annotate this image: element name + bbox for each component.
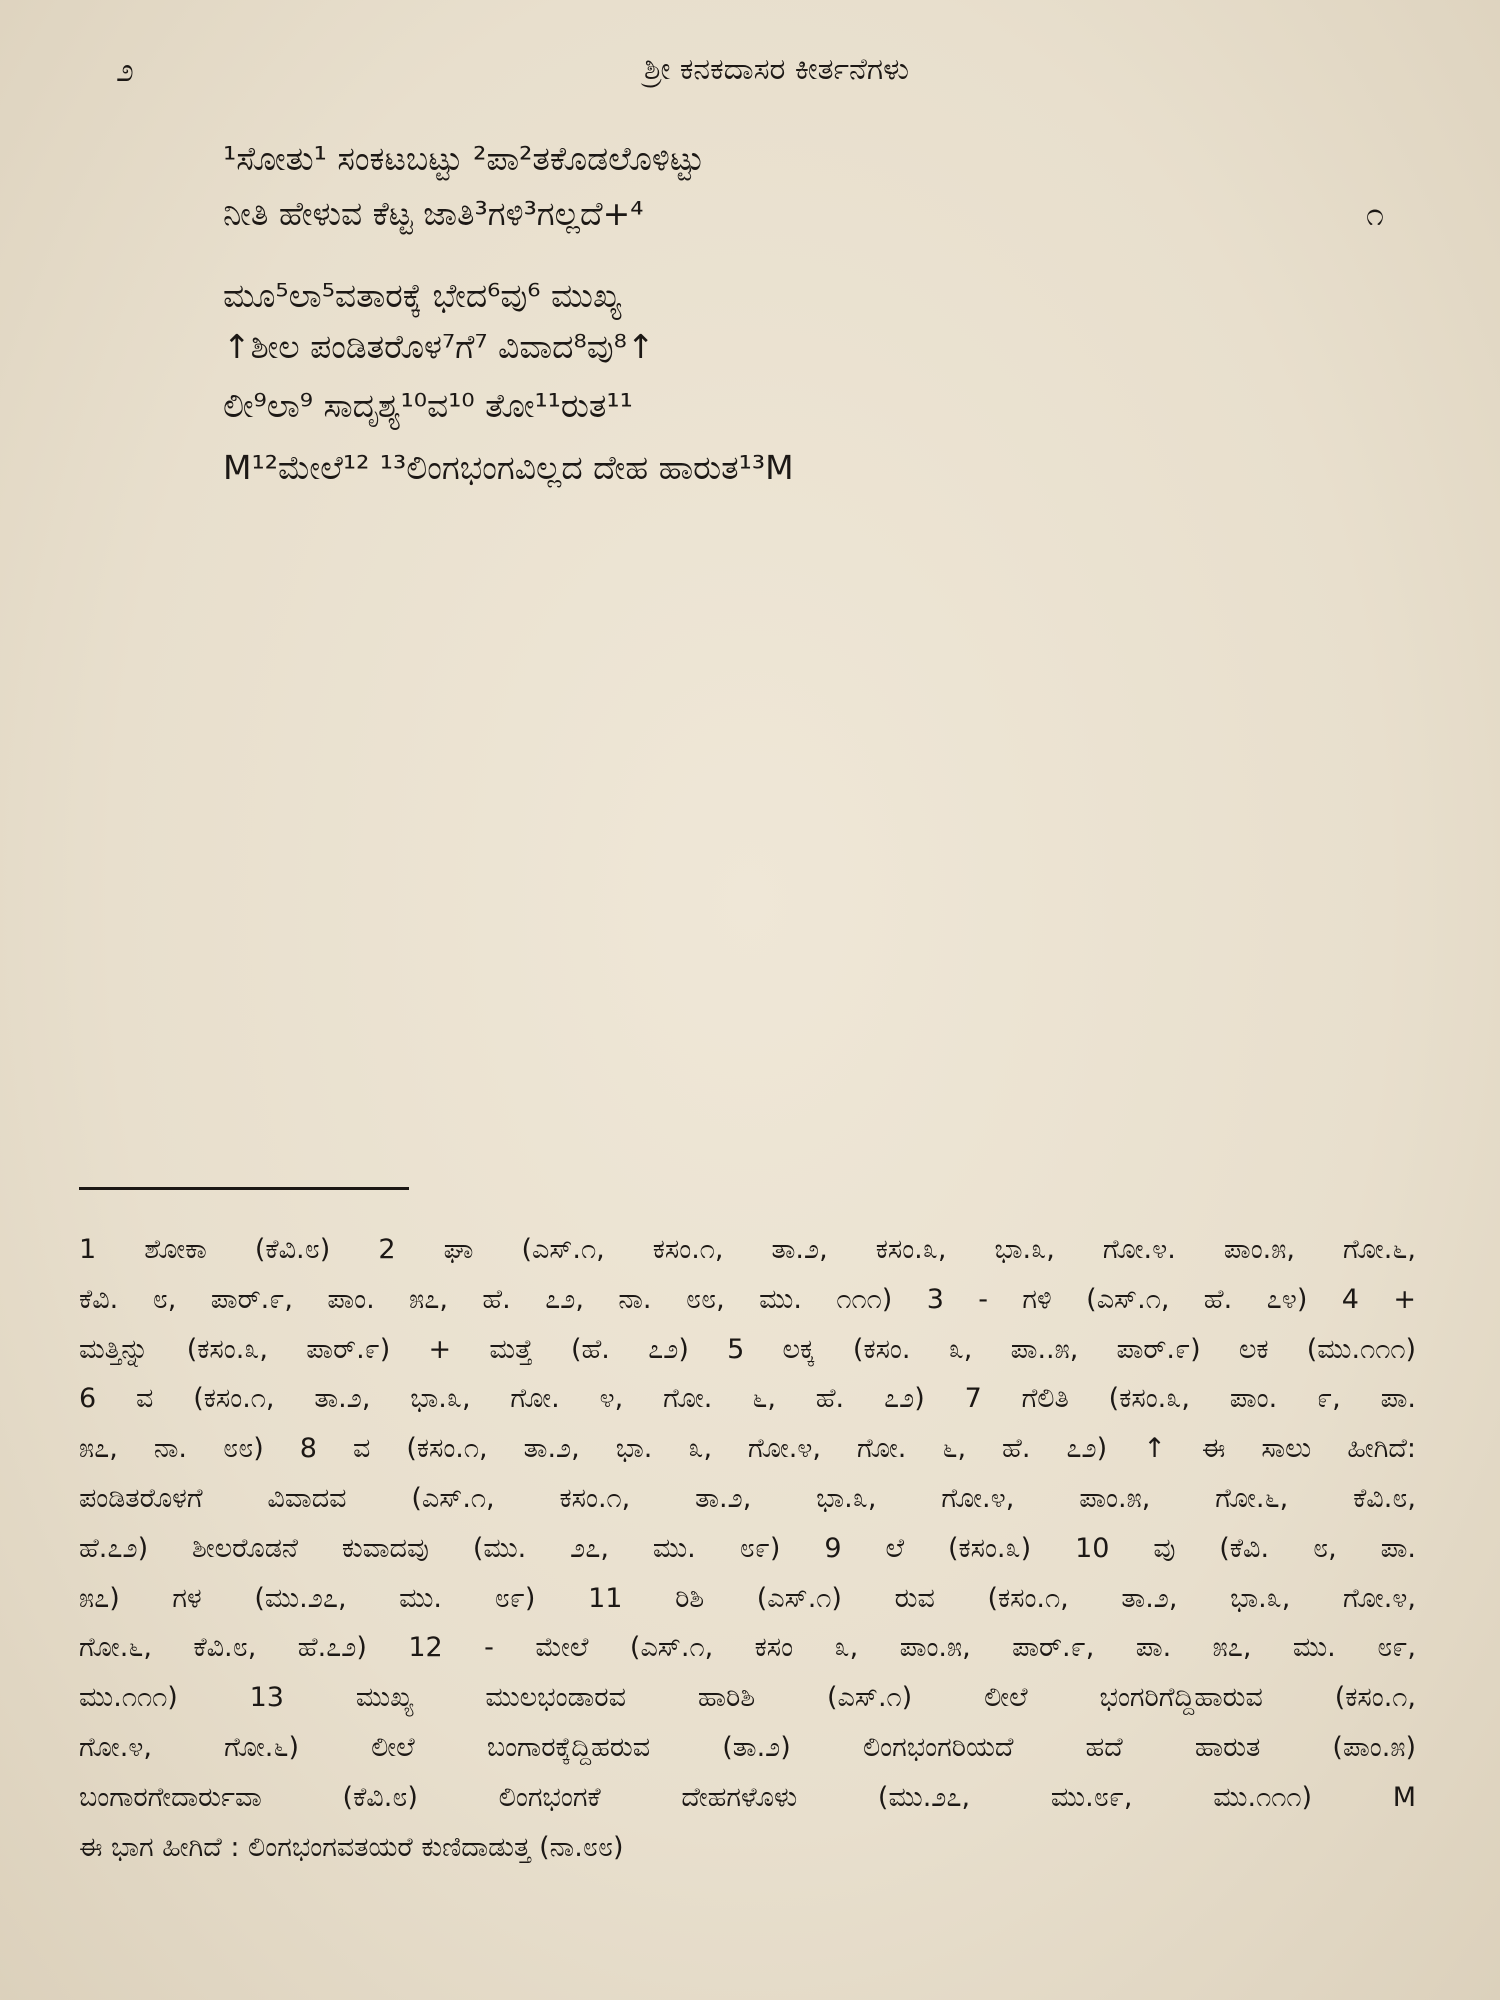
footnote-line: ಪಂಡಿತರೊಳಗೆ ವಿವಾದವ (ಎಸ್.೧, ಕಸಂ.೧, ತಾ.೨, ಭಾ.೩, ಗೋ.೪, ಪಾಂ.೫, ಗೋ.೬, ಕೆವಿ.೮,	[79, 1482, 1416, 1514]
stanza-line: ಲೀ⁹ಲಾ⁹ ಸಾದೃಶ್ಯ¹⁰ವ¹⁰ ತೋ¹¹ರುತ¹¹	[223, 386, 633, 425]
footnote-line: ಗೋ.೬, ಕೆವಿ.೮, ಹೆ.೭೨) 12 - ಮೇಲೆ (ಎಸ್.೧, ಕಸಂ ೩, ಪಾಂ.೫, ಪಾರ್.೯, ಪಾ. ೫೭, ಮು. ೮೯,	[79, 1632, 1416, 1664]
footnote-rule	[79, 1187, 409, 1190]
footnote-line: 6 ವ (ಕಸಂ.೧, ತಾ.೨, ಭಾ.೩, ಗೋ. ೪, ಗೋ. ೬, ಹೆ. ೭೨) 7 ಗೆಲಿತಿ (ಕಸಂ.೩, ಪಾಂ. ೯, ಪಾ.	[79, 1383, 1416, 1415]
footnote-line: ೫೭) ಗಳ (ಮು.೨೭, ಮು. ೮೯) 11 ರಿಶಿ (ಎಸ್.೧) ರುವ (ಕಸಂ.೧, ತಾ.೨, ಭಾ.೩, ಗೋ.೪,	[79, 1582, 1416, 1614]
stanza-line: ↑ಶೀಲ ಪಂಡಿತರೊಳ⁷ಗೆ⁷ ವಿವಾದ⁸ವು⁸↑	[223, 327, 655, 366]
refrain-line: ¹ಸೋತು¹ ಸಂಕಟಬಟ್ಟು ²ಪಾ²ತಕೊಡಲೊಳಿಟ್ಟು	[223, 139, 705, 178]
refrain-line: ನೀತಿ ಹೇಳುವ ಕೆಟ್ಟ ಜಾತಿ³ಗಳಿ³ಗಲ್ಲದೆ+⁴	[223, 194, 644, 233]
footnote-line: 1 ಶೋಕಾ (ಕೆವಿ.೮) 2 ಘಾ (ಎಸ್.೧, ಕಸಂ.೧, ತಾ.೨, ಕಸಂ.೩, ಭಾ.೩, ಗೋ.೪. ಪಾಂ.೫, ಗೋ.೬,	[79, 1234, 1416, 1265]
footnote-line: ಕೆವಿ. ೮, ಪಾರ್.೯, ಪಾಂ. ೫೭, ಹೆ. ೭೨, ನಾ. ೮೮, ಮು. ೧೧೧) 3 - ಗಳಿ (ಎಸ್.೧, ಹೆ. ೭೪) 4 +	[79, 1283, 1416, 1315]
footnote-line: ಮತ್ತಿನ್ನು (ಕಸಂ.೩, ಪಾರ್.೯) + ಮತ್ತೆ (ಹೆ. ೭೨) 5 ಲಕ್ಕ (ಕಸಂ. ೩, ಪಾ..೫, ಪಾರ್.೯) ಲಕ (ಮು.೧೧೧)	[79, 1333, 1416, 1365]
footnotes-block	[79, 1225, 1416, 1872]
footnote-line: ಮು.೧೧೧) 13 ಮುಖ್ಯ ಮುಲಭಂಡಾರವ ಹಾರಿಶಿ (ಎಸ್.೧) ಲೀಲೆ ಭಂಗರಿಗೆದ್ದಿಹಾರುವ (ಕಸಂ.೧,	[79, 1682, 1416, 1714]
book-title: ಶ್ರೀ ಕನಕದಾಸರ ಕೀರ್ತನೆಗಳು	[644, 52, 909, 87]
page-number: ೨	[116, 51, 134, 89]
footnote-line: ಗೋ.೪, ಗೋ.೬) ಲೀಲೆ ಬಂಗಾರಕ್ಕೆದ್ದಿಹರುವ (ತಾ.೨) ಲಿಂಗಭಂಗರಿಯದೆ ಹದೆ ಹಾರುತ (ಪಾಂ.೫)	[79, 1731, 1416, 1763]
stanza-line: ಮೂ⁵ಲಾ⁵ವತಾರಕ್ಕೆ ಭೇದ⁶ವು⁶ ಮುಖ್ಯ	[223, 276, 622, 315]
refrain-number: ೧	[1366, 195, 1384, 233]
footnote-line: ಹೆ.೭೨) ಶೀಲರೊಡನೆ ಕುವಾದವು (ಮು. ೨೭, ಮು. ೮೯) 9 ಲೆ (ಕಸಂ.೩) 10 ವು (ಕೆವಿ. ೮, ಪಾ.	[79, 1532, 1416, 1564]
stanza-line: M¹²ಮೇಲೆ¹² ¹³ಲಿಂಗಭಂಗವಿಲ್ಲದ ದೇಹ ಹಾರುತ¹³M	[223, 448, 794, 487]
footnote-line: ಬಂಗಾರಗೇದಾರ್ರುವಾ (ಕೆವಿ.೮) ಲಿಂಗಭಂಗಕೆ ದೇಹಗಳೊಳು (ಮು.೨೭, ಮು.೮೯, ಮು.೧೧೧) M	[79, 1781, 1416, 1813]
footnote-line: ೫೭, ನಾ. ೮೮) 8 ವ (ಕಸಂ.೧, ತಾ.೨, ಭಾ. ೩, ಗೋ.೪, ಗೋ. ೬, ಹೆ. ೭೨) ↑ ಈ ಸಾಲು ಹೀಗಿದೆ:	[79, 1433, 1416, 1465]
footnote-line: ಈ ಭಾಗ ಹೀಗಿದೆ : ಲಿಂಗಭಂಗವತಯರೆ ಕುಣಿದಾಡುತ್ತ (ನಾ.೮೮)	[79, 1831, 624, 1863]
